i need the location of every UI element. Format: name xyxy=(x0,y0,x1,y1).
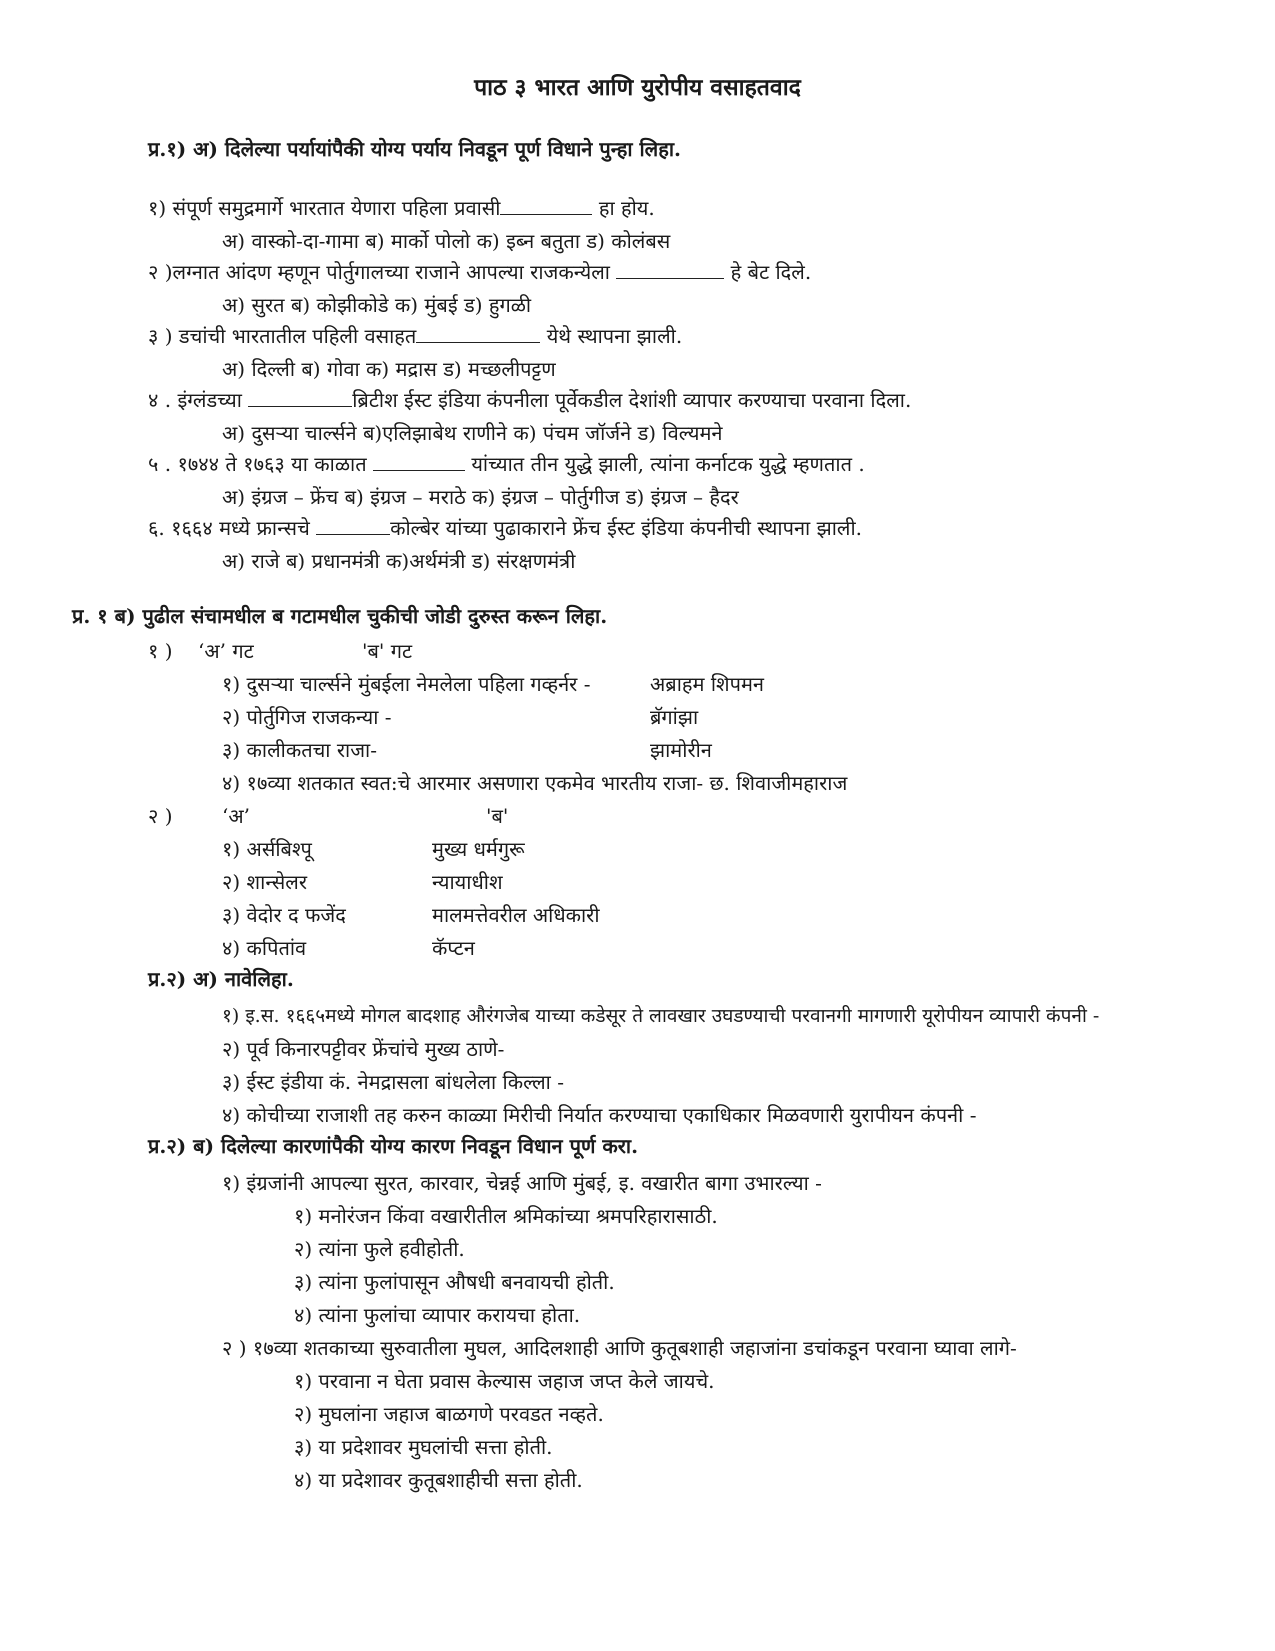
answer-blank xyxy=(316,516,390,535)
q1a-item-3-post: येथे स्थापना झाली. xyxy=(546,324,683,348)
q1b-set2-row-1-b: मुख्य धर्मगुरू xyxy=(432,837,525,861)
q1a-item-4-options: अ) दुसऱ्या चार्ल्सने ब)एलिझाबेथ राणीने क) पंचम जॉर्जने ड) विल्यमने xyxy=(222,421,723,445)
q1b-set2-row-2-b: न्यायाधीश xyxy=(432,870,503,894)
q1b-set2-row-3-a: ३) वेदोर द फजेंद xyxy=(222,903,346,927)
q1a-item-2 xyxy=(148,259,811,285)
q1b-set2-col-b: 'ब' xyxy=(486,804,509,828)
q1a-item-5 xyxy=(148,451,865,477)
q2a-item-3: ३) ईस्ट इंडीया कं. नेमद्रासला बांधलेला किल्ला - xyxy=(222,1070,564,1094)
q1b-set2-col-a: ‘अ’ xyxy=(222,804,250,828)
q1b-set1-row-1-b: अब्राहम शिपमन xyxy=(650,672,765,696)
q1a-item-4-post: ब्रिटीश ईस्ट इंडिया कंपनीला पूर्वेकडील देशांशी व्यापार करण्याचा परवाना दिला. xyxy=(352,388,912,412)
q1a-item-3-options: अ) दिल्ली ब) गोवा क) मद्रास ड) मच्छलीपट्टण xyxy=(222,357,556,381)
q1b-set1-label: १ ) xyxy=(148,639,173,663)
answer-blank xyxy=(500,196,592,215)
q1b-set2-row-4-b: कॅप्टन xyxy=(432,936,475,960)
q2b-item-1-option-1: १) मनोरंजन किंवा वखारीतील श्रमिकांच्या श्रमपरिहारासाठी. xyxy=(294,1204,718,1228)
q1a-item-5-options: अ) इंग्रज – फ्रेंच ब) इंग्रज – मराठे क) इंग्रज – पोर्तुगीज ड) इंग्रज – हैदर xyxy=(222,485,739,509)
q1a-item-6-pre: ६. १६६४ मध्ये फ्रान्सचे xyxy=(148,516,310,540)
q1b-set1-row-1-a: १) दुसऱ्या चार्ल्सने मुंबईला नेमलेला पहिला गव्हर्नर - xyxy=(222,672,591,696)
q1a-item-2-pre: २ )लग्नात आंदण म्हणून पोर्तुगालच्या राजाने आपल्या राजकन्येला xyxy=(148,260,610,284)
page-title: पाठ ३ भारत आणि युरोपीय वसाहतवाद xyxy=(474,74,801,101)
q1a-item-2-post: हे बेट दिले. xyxy=(730,260,812,284)
q1b-set2-row-1-a: १) अर्सबिश्पू xyxy=(222,837,312,861)
q2b-item-1-stem: १) इंग्रजांनी आपल्या सुरत, कारवार, चेन्नई आणि मुंबई, इ. वखारीत बागा उभारल्या - xyxy=(222,1171,822,1195)
answer-blank xyxy=(248,388,352,407)
q1b-set2-label: २ ) xyxy=(148,804,173,828)
q1a-item-6 xyxy=(148,515,862,541)
q1a-item-1-pre: १) संपूर्ण समुद्रमार्गे भारतात येणारा पहिला प्रवासी xyxy=(148,196,501,220)
q1a-item-4-pre: ४ . इंग्लंडच्या xyxy=(148,388,242,412)
q1b-set1-row-2-b: ब्रॅगांझा xyxy=(650,705,699,729)
answer-blank xyxy=(373,452,465,471)
q2a-heading: प्र.२) अ) नावेलिहा. xyxy=(148,967,294,991)
q1a-item-4 xyxy=(148,387,911,413)
q2b-heading: प्र.२) ब) दिलेल्या कारणांपैकी योग्य कारण निवडून विधान पूर्ण करा. xyxy=(148,1134,639,1158)
answer-blank xyxy=(616,260,724,279)
q2a-item-4: ४) कोचीच्या राजाशी तह करुन काळ्या मिरीची निर्यात करण्याचा एकाधिकार मिळवणारी युरापीयन कंपनी - xyxy=(222,1103,977,1127)
q2a-item-1: १) इ.स. १६६५मध्ये मोगल बादशाह औरंगजेब याच्या कडेसूर ते लावखार उघडण्याची परवानगी मागणारी यूरोपीयन व्यापारी कंपनी - xyxy=(222,1005,1100,1027)
q1b-set1-row-3-a: ३) कालीकतचा राजा- xyxy=(222,738,377,762)
q1a-item-5-post: यांच्यात तीन युद्धे झाली, त्यांना कर्नाटक युद्धे म्हणतात . xyxy=(471,452,865,476)
q1a-item-2-options: अ) सुरत ब) कोझीकोडे क) मुंबई ड) हुगळी xyxy=(222,293,532,317)
q1b-set1-row-2-a: २) पोर्तुगिज राजकन्या - xyxy=(222,705,392,729)
q2b-item-1-option-3: ३) त्यांना फुलांपासून औषधी बनवायची होती. xyxy=(294,1270,615,1294)
q1b-set1-row-4-a: ४) १७व्या शतकात स्वत:चे आरमार असणारा एकमेव भारतीय राजा- xyxy=(222,771,704,795)
q1b-set1-row-4 xyxy=(222,770,847,796)
q1a-item-3-pre: ३ ) डचांची भारतातील पहिली वसाहत xyxy=(148,324,417,348)
q1a-item-3 xyxy=(148,323,682,349)
q1a-item-1-post: हा होय. xyxy=(598,196,655,220)
q2b-item-2-option-1: १) परवाना न घेता प्रवास केल्यास जहाज जप्त केले जायचे. xyxy=(294,1369,715,1393)
q1a-item-6-post: कोल्बेर यांच्या पुढाकाराने फ्रेंच ईस्ट इंडिया कंपनीची स्थापना झाली. xyxy=(390,516,862,540)
q2b-item-2-stem: २ ) १७व्या शतकाच्या सुरुवातीला मुघल, आदिलशाही आणि कुतूबशाही जहाजांना डचांकडून परवाना घ्यावा लागे- xyxy=(222,1336,1017,1360)
q1b-heading: प्र. १ ब) पुढील संचामधील ब गटामधील चुकीची जोडी दुरुस्त करून लिहा. xyxy=(72,604,608,628)
q1b-set2-row-2-a: २) शान्सेलर xyxy=(222,870,308,894)
q1b-set2-row-3-b: मालमत्तेवरील अधिकारी xyxy=(432,903,600,927)
q1b-set1-row-3-b: झामोरीन xyxy=(650,738,712,762)
q2b-item-2-option-3: ३) या प्रदेशावर मुघलांची सत्ता होती. xyxy=(294,1435,553,1459)
q2a-item-2: २) पूर्व किनारपट्टीवर फ्रेंचांचे मुख्य ठाणे- xyxy=(222,1037,505,1061)
q1a-heading: प्र.१) अ) दिलेल्या पर्यायांपैकी योग्य पर्याय निवडून पूर्ण विधाने पुन्हा लिहा. xyxy=(148,137,681,161)
q2b-item-1-option-2: २) त्यांना फुले हवीहोती. xyxy=(294,1237,465,1261)
answer-blank xyxy=(416,324,540,343)
q1b-set1-row-4-b: छ. शिवाजीमहाराज xyxy=(709,771,848,795)
q1a-item-1 xyxy=(148,195,655,221)
q2b-item-1-option-4: ४) त्यांना फुलांचा व्यापार करायचा होता. xyxy=(294,1303,581,1327)
q2b-item-2-option-4: ४) या प्रदेशावर कुतूबशाहीची सत्ता होती. xyxy=(294,1468,583,1492)
q2b-item-2-option-2: २) मुघलांना जहाज बाळगणे परवडत नव्हते. xyxy=(294,1402,604,1426)
q1a-item-6-options: अ) राजे ब) प्रधानमंत्री क)अर्थमंत्री ड) संरक्षणमंत्री xyxy=(222,549,576,573)
q1b-set1-col-a: ‘अ’ गट xyxy=(198,639,254,663)
q1a-item-5-pre: ५ . १७४४ ते १७६३ या काळात xyxy=(148,452,367,476)
q1b-set2-row-4-a: ४) कपितांव xyxy=(222,936,307,960)
q1a-item-1-options: अ) वास्को-दा-गामा ब) मार्को पोलो क) इब्न बतुता ड) कोलंबस xyxy=(222,229,671,253)
q1b-set1-col-b: 'ब' गट xyxy=(362,639,413,663)
